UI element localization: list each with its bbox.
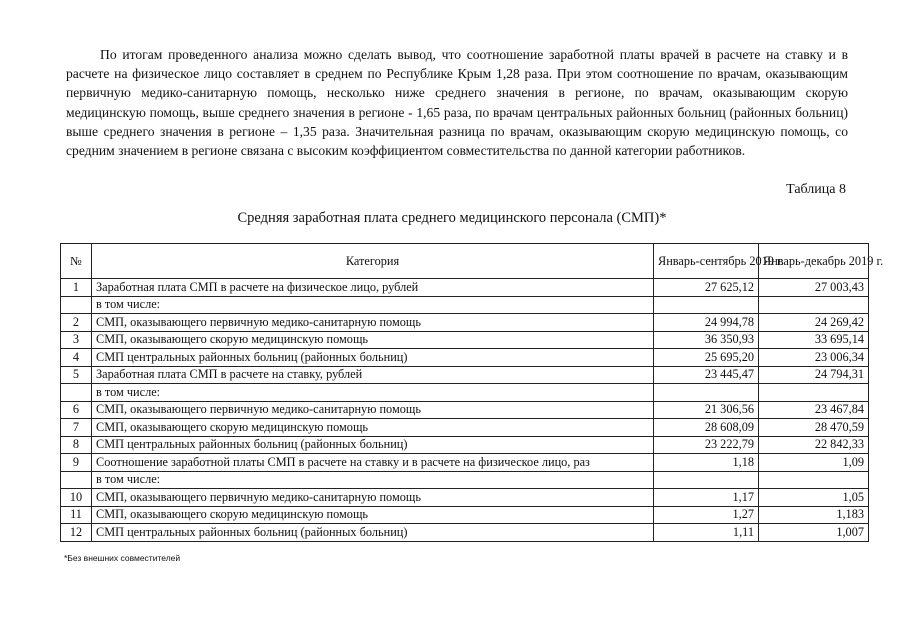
row-value-period-2: 1,09 xyxy=(759,454,869,472)
row-number: 3 xyxy=(61,331,92,349)
row-value-period-2: 27 003,43 xyxy=(759,279,869,297)
table-row xyxy=(61,296,869,314)
header-num: № xyxy=(61,244,92,279)
table-row xyxy=(61,279,869,297)
row-category: Заработная плата СМП в расчете на физическое лицо, рублей xyxy=(92,279,654,297)
row-number: 5 xyxy=(61,366,92,384)
row-value-period-1: 25 695,20 xyxy=(654,349,759,367)
row-value-period-2: 1,007 xyxy=(759,524,869,542)
table-row xyxy=(61,366,869,384)
row-number xyxy=(61,296,92,314)
row-value-period-2: 28 470,59 xyxy=(759,419,869,437)
row-value-period-1: 1,17 xyxy=(654,489,759,507)
row-number: 7 xyxy=(61,419,92,437)
row-value-period-1: 1,18 xyxy=(654,454,759,472)
table-row xyxy=(61,489,869,507)
table-row xyxy=(61,331,869,349)
row-value-period-1: 23 445,47 xyxy=(654,366,759,384)
table-row xyxy=(61,506,869,524)
table-row xyxy=(61,436,869,454)
row-category: СМП, оказывающего скорую медицинскую помощь xyxy=(92,506,654,524)
table-title: Средняя заработная плата среднего медицинского персонала (СМП)* xyxy=(237,210,667,226)
row-number xyxy=(61,471,92,489)
row-value-period-2 xyxy=(759,296,869,314)
row-value-period-1 xyxy=(654,384,759,402)
header-category: Категория xyxy=(92,244,654,279)
row-number: 11 xyxy=(61,506,92,524)
row-number: 8 xyxy=(61,436,92,454)
salary-table xyxy=(60,243,884,542)
row-category: СМП центральных районных больниц (районных больниц) xyxy=(92,524,654,542)
row-value-period-1: 28 608,09 xyxy=(654,419,759,437)
table-row xyxy=(61,471,869,489)
header-period-2: Январь-декабрь 2019 г. xyxy=(759,244,869,279)
row-value-period-1: 23 222,79 xyxy=(654,436,759,454)
row-category: в том числе: xyxy=(92,296,654,314)
table-number-label: Таблица 8 xyxy=(786,182,846,197)
row-value-period-2: 1,183 xyxy=(759,506,869,524)
row-value-period-2: 24 269,42 xyxy=(759,314,869,332)
row-value-period-2: 1,05 xyxy=(759,489,869,507)
row-value-period-1: 1,27 xyxy=(654,506,759,524)
row-value-period-2: 23 006,34 xyxy=(759,349,869,367)
row-value-period-1 xyxy=(654,471,759,489)
row-value-period-2: 22 842,33 xyxy=(759,436,869,454)
row-category: в том числе: xyxy=(92,471,654,489)
table-row xyxy=(61,349,869,367)
row-number: 6 xyxy=(61,401,92,419)
row-value-period-2: 33 695,14 xyxy=(759,331,869,349)
row-number xyxy=(61,384,92,402)
row-category: Заработная плата СМП в расчете на ставку, рублей xyxy=(92,366,654,384)
row-value-period-1: 1,11 xyxy=(654,524,759,542)
footnote: *Без внешних совместителей xyxy=(64,553,181,563)
table-row xyxy=(61,454,869,472)
table-body xyxy=(61,279,869,542)
row-category: в том числе: xyxy=(92,384,654,402)
analysis-paragraph-text: По итогам проведенного анализа можно сделать вывод, что соотношение заработной платы врачей в расчете на ставку и в расчете на физическое лицо составляет в среднем по Республике Крым 1,28 раза. При этом соотношение по врачам, оказывающим первичную медико-санитарную помощь, несколько ниже среднего значения в регионе, по врачам, оказывающим скорую медицинскую помощь, выше среднего значения в регионе - 1,65 раза, по врачам центральных районных больниц (районных больниц) выше среднего значения в регионе – 1,35 раза. Значительная разница по врачам, оказывающим скорую медицинскую помощь, со средним значением в регионе связана с высоким коэффициентом совместительства по данной категории работников. xyxy=(66,47,848,159)
row-value-period-2 xyxy=(759,384,869,402)
row-value-period-1: 36 350,93 xyxy=(654,331,759,349)
table-row xyxy=(61,524,869,542)
row-value-period-2: 24 794,31 xyxy=(759,366,869,384)
row-category: СМП центральных районных больниц (районных больниц) xyxy=(92,436,654,454)
table-row xyxy=(61,314,869,332)
row-value-period-1: 21 306,56 xyxy=(654,401,759,419)
table-row xyxy=(61,401,869,419)
row-value-period-1: 24 994,78 xyxy=(654,314,759,332)
table-row xyxy=(61,419,869,437)
row-number: 12 xyxy=(61,524,92,542)
table-row xyxy=(61,384,869,402)
row-category: СМП, оказывающего первичную медико-санитарную помощь xyxy=(92,489,654,507)
row-number: 4 xyxy=(61,349,92,367)
row-value-period-2: 23 467,84 xyxy=(759,401,869,419)
row-category: СМП, оказывающего первичную медико-санитарную помощь xyxy=(92,401,654,419)
row-category: СМП, оказывающего скорую медицинскую помощь xyxy=(92,419,654,437)
row-category: СМП центральных районных больниц (районных больниц) xyxy=(92,349,654,367)
row-number: 1 xyxy=(61,279,92,297)
row-value-period-2 xyxy=(759,471,869,489)
header-period-1: Январь-сентябрь 2019 г. xyxy=(654,244,759,279)
row-number: 9 xyxy=(61,454,92,472)
row-value-period-1 xyxy=(654,296,759,314)
row-number: 10 xyxy=(61,489,92,507)
row-category: Соотношение заработной платы СМП в расчете на ставку и в расчете на физическое лицо, раз xyxy=(92,454,654,472)
row-category: СМП, оказывающего первичную медико-санитарную помощь xyxy=(92,314,654,332)
row-category: СМП, оказывающего скорую медицинскую помощь xyxy=(92,331,654,349)
table-header-row xyxy=(61,244,869,279)
analysis-paragraph xyxy=(66,45,848,160)
row-value-period-1: 27 625,12 xyxy=(654,279,759,297)
row-number: 2 xyxy=(61,314,92,332)
